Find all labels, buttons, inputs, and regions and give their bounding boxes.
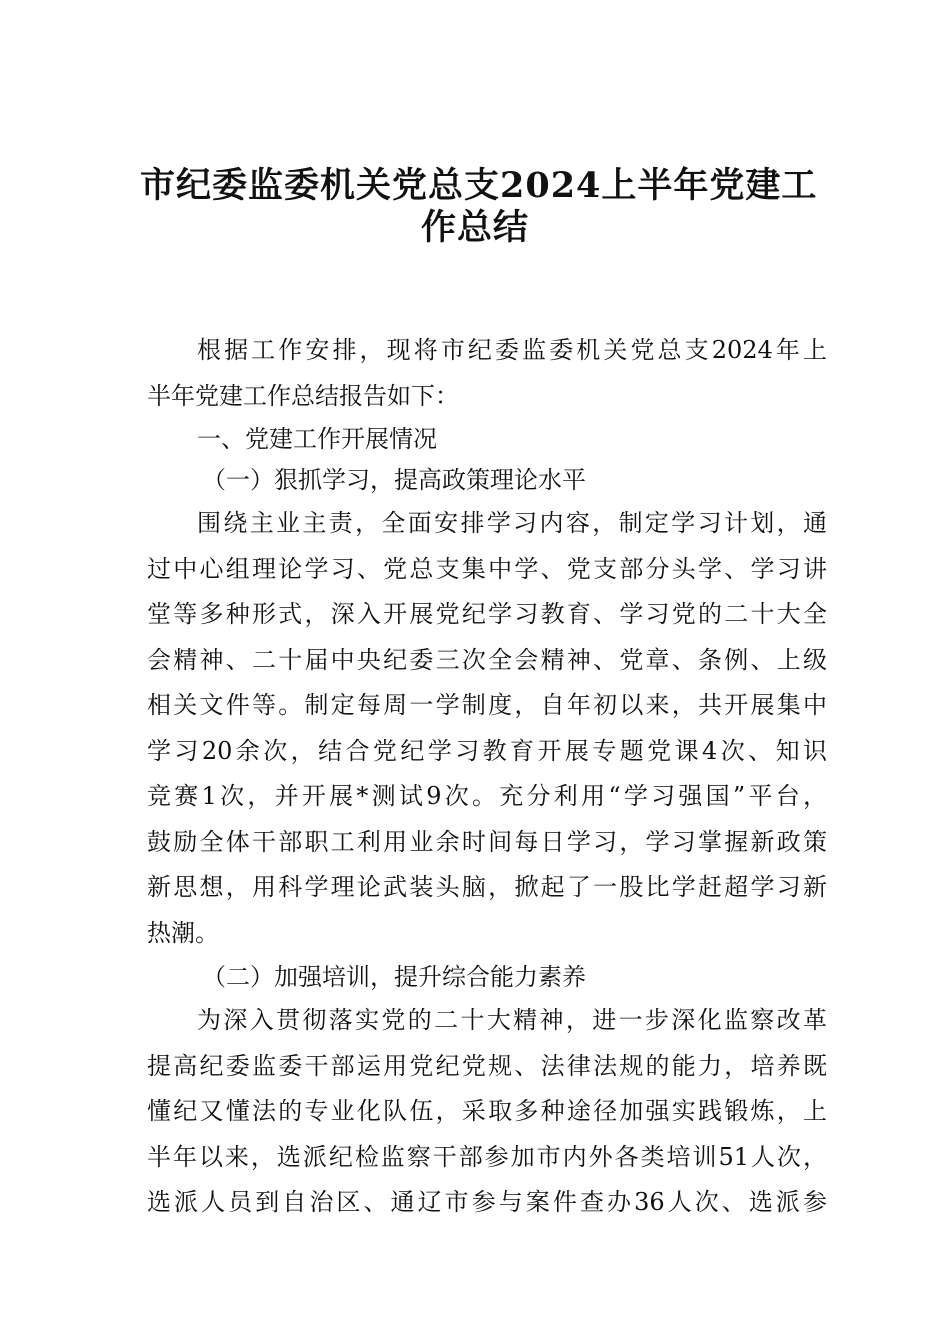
paragraph-line: 提高纪委监委干部运用党纪党规、法律法规的能力，培养既 [147, 1051, 827, 1080]
paragraph-line: 选派人员到自治区、通辽市参与案件查办36人次、选派参 [147, 1188, 827, 1216]
paragraph-line: 新思想，用科学理论武装头脑，掀起了一股比学赶超学习新 [147, 873, 827, 901]
document-body [147, 328, 827, 1226]
paragraph-line: 半年以来，选派纪检监察干部参加市内外各类培训51人次， [147, 1142, 827, 1171]
paragraph-line: 懂纪又懂法的专业化队伍，采取多种途径加强实践锻炼，上 [147, 1097, 827, 1125]
paragraph-line: 围绕主业主责，全面安排学习内容，制定学习计划，通 [197, 509, 827, 537]
document-title-line-1: 市纪委监委机关党总支2024上半年党建工 [140, 165, 818, 206]
document-title-line-2: 作总结 [420, 207, 529, 248]
paragraph-line: 为深入贯彻落实党的二十大精神，进一步深化监察改革 [197, 1006, 827, 1034]
paragraph-line: 过中心组理论学习、党总支集中学、党支部分头学、学习讲 [147, 554, 827, 583]
paragraph-line: 鼓励全体干部职工利用业余时间每日学习，学习掌握新政策 [147, 827, 827, 856]
intro-line: 半年党建工作总结报告如下： [147, 381, 459, 410]
intro-line: 根据工作安排，现将市纪委监委机关党总支2024年上 [197, 336, 827, 364]
paragraph-line: 会精神、二十届中央纪委三次全会精神、党章、条例、上级 [147, 645, 827, 674]
paragraph-line: 热潮。 [147, 918, 219, 947]
paragraph-line: 竞赛1次，并开展*测试9次。充分利用“学习强国”平台， [147, 782, 827, 810]
paragraph-line: 堂等多种形式，深入开展党纪学习教育、学习党的二十大全 [147, 600, 827, 628]
subsection-heading: （一）狠抓学习，提高政策理论水平 [202, 466, 586, 494]
section-heading: 一、党建工作开展情况 [197, 425, 437, 453]
paragraph-line: 相关文件等。制定每周一学制度，自年初以来，共开展集中 [147, 691, 827, 719]
subsection-heading: （二）加强培训，提升综合能力素养 [202, 963, 586, 991]
paragraph-line: 学习20余次，结合党纪学习教育开展专题党课4次、知识 [147, 736, 827, 765]
